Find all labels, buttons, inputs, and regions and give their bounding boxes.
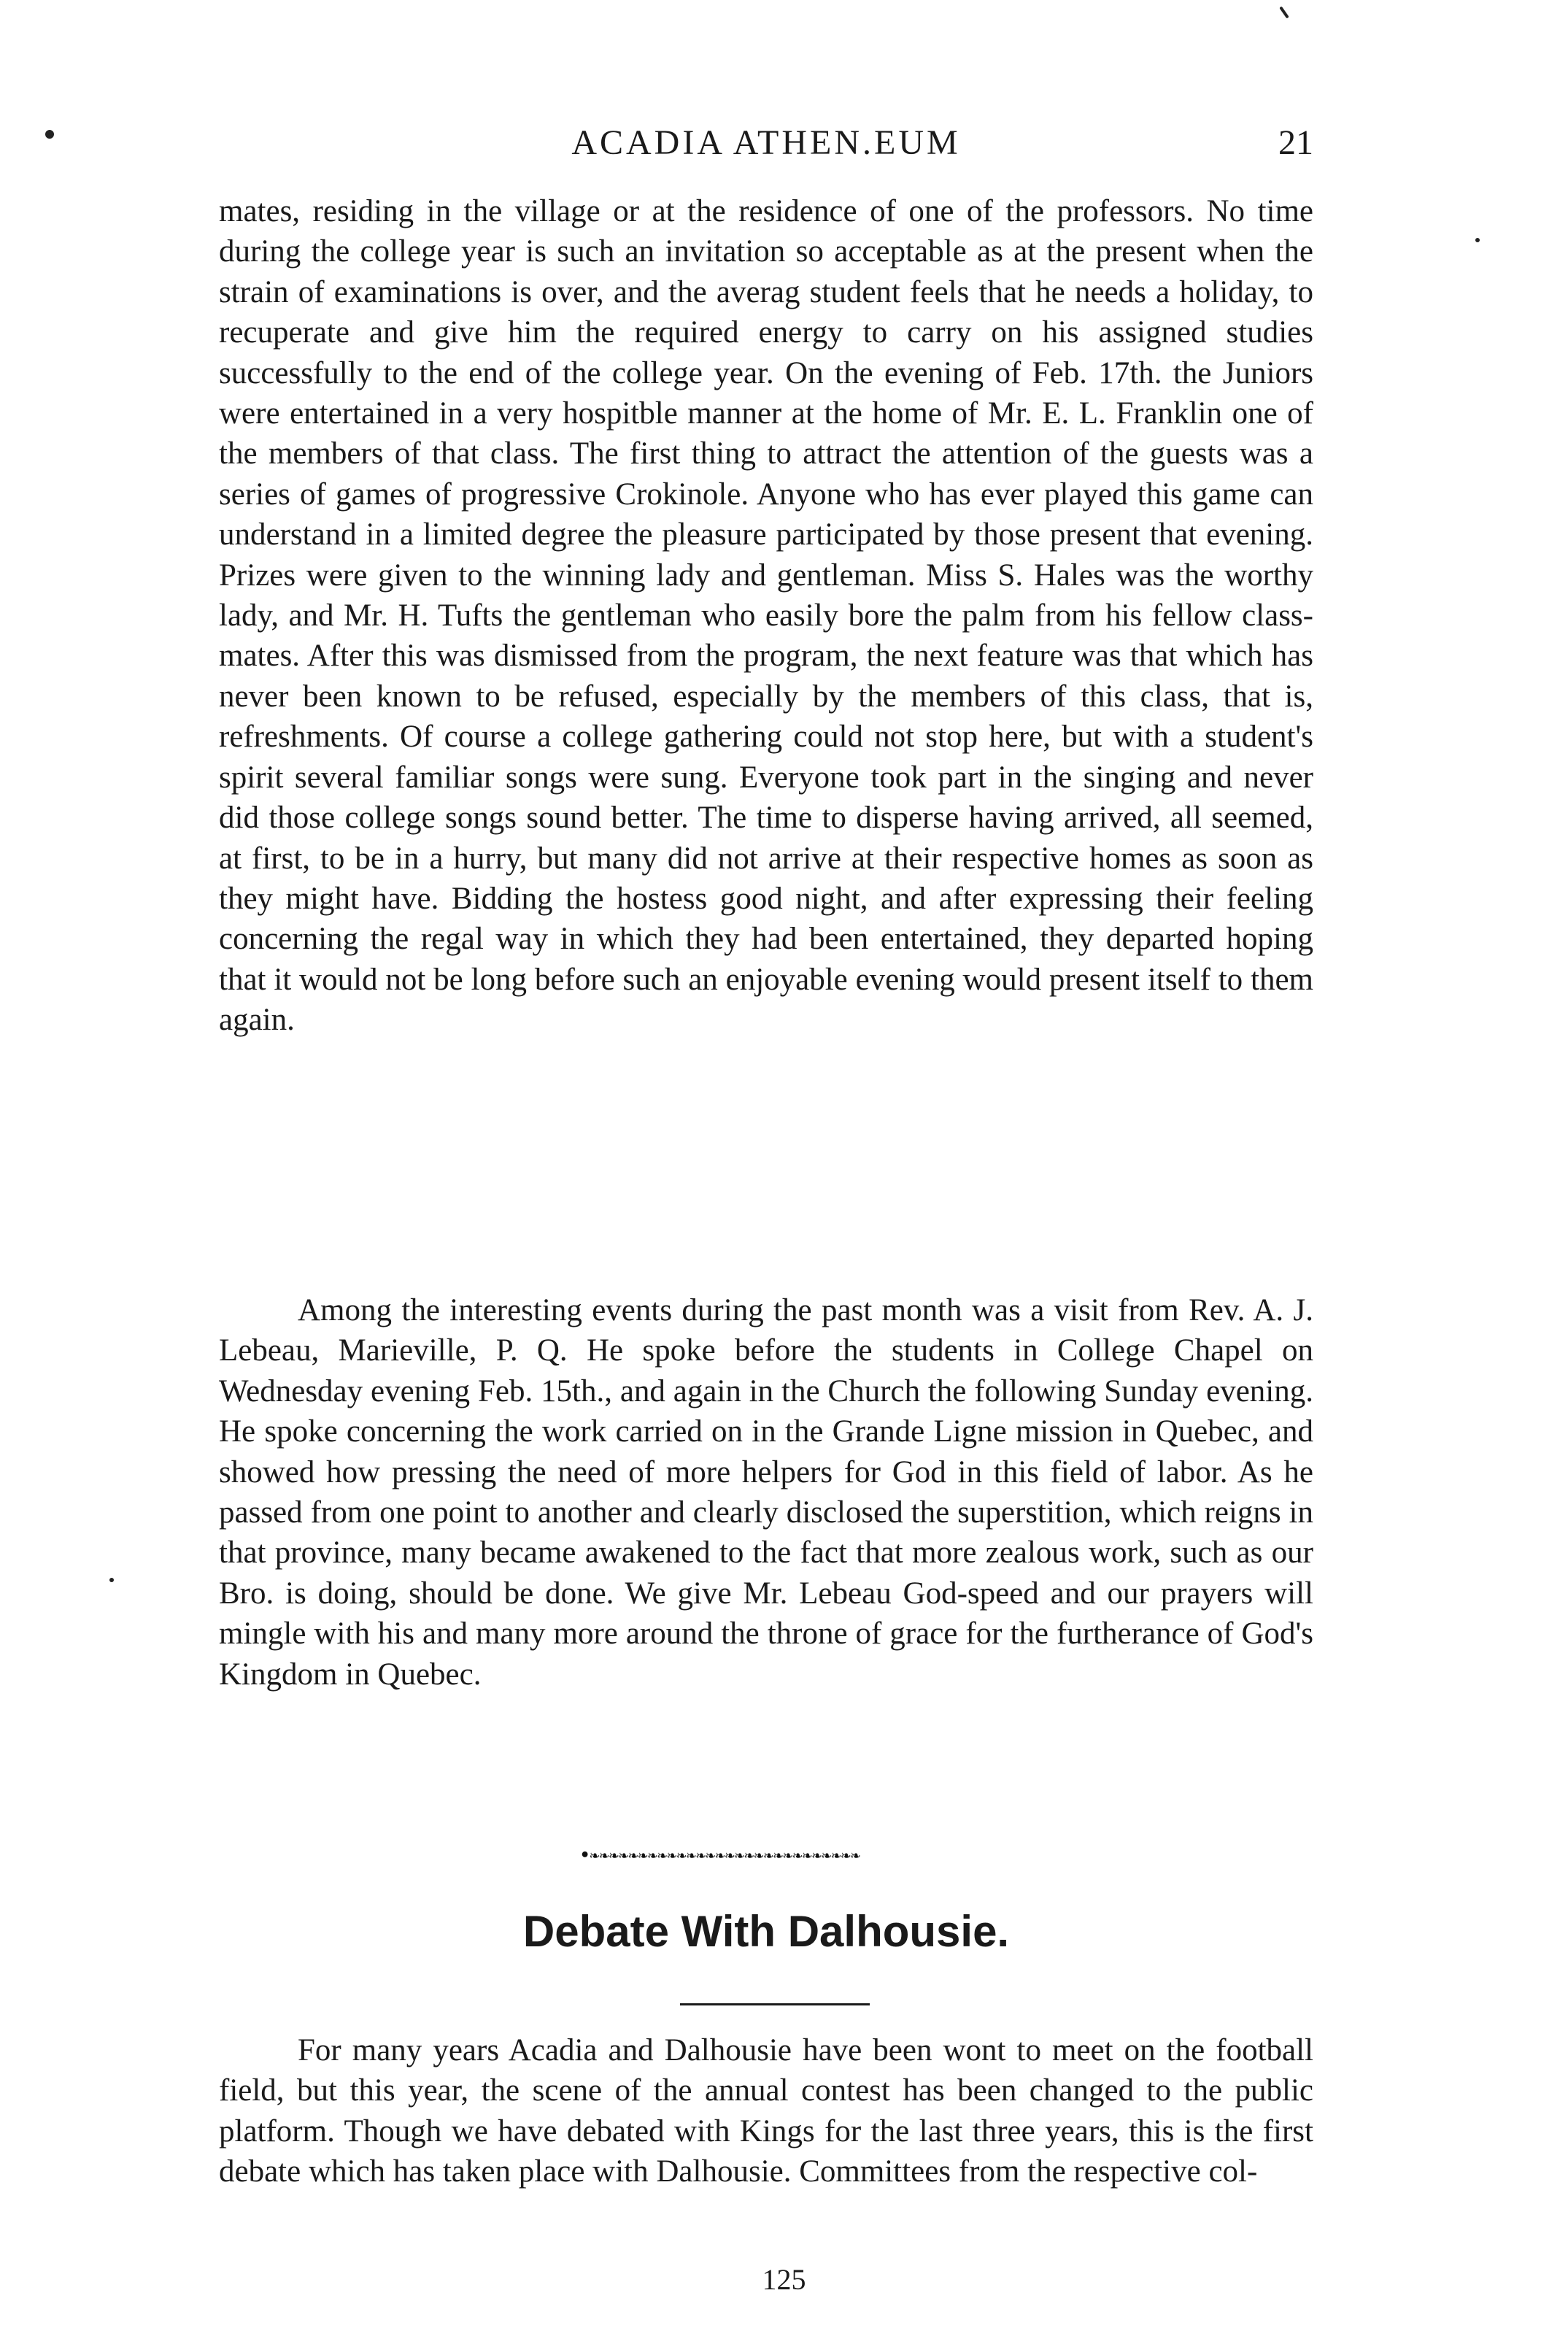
running-title: ACADIA ATHEN.EUM bbox=[571, 123, 961, 162]
page-header bbox=[219, 123, 1313, 174]
heading-underline-rule bbox=[680, 2003, 870, 2005]
paragraph-text: Among the interesting events during the past month was a visit from Rev. A. J. Lebeau, Marieville, P. Q. He spoke before the students in College Chapel on Wednesday evening Feb. 15th., and again in the Church the following Sunday evening. He spoke concerning the work carried on in the Grande Ligne mission in Quebec, and showed how pressing the need of more helpers for God in this field of labor. As he passed from one point to another and clearly disclosed the superstition, which reigns in that province, many became awakened to the fact that more zealous work, such as our Bro. is doing, should be done. We give Mr. Lebeau God-speed and our prayers will mingle with his and many more around the throne of grace for the furtherance of God's Kingdom in Quebec. bbox=[219, 1293, 1313, 1692]
paragraph-debate-intro bbox=[219, 2030, 1313, 2192]
paragraph-text: For many years Acadia and Dalhousie have been wont to meet on the football field, but this year, the scene of the annual contest has been changed to the public platform. Though we have debated with Kings for the last three years, this is the first debate which has taken place with Dalhousie. Committees from the respective col- bbox=[219, 2033, 1313, 2189]
section-ornament-divider: •❧❧❧❧❧❧❧❧❧❧❧❧❧❧❧❧❧❧❧❧❧❧❧❧❧❧❧❧ bbox=[580, 1846, 861, 1861]
scan-speck-right-margin bbox=[1475, 238, 1480, 242]
scan-speck-top-left bbox=[45, 130, 54, 139]
paragraph-juniors-evening bbox=[219, 191, 1313, 1041]
header-page-number: 21 bbox=[1278, 123, 1313, 162]
section-heading: Debate With Dalhousie. bbox=[522, 1907, 1010, 1956]
paragraph-lebeau-visit bbox=[219, 1290, 1313, 1695]
scan-speck-left-margin bbox=[109, 1578, 114, 1582]
paragraph-text: mates, residing in the village or at the residence of one of the professors. No time during the college year is such an invitation so acceptable as at the present when the strain of examinations is over, and the averag student feels that he needs a holiday, to recuperate and give him the required energy to carry on his assigned studies successfully to the end of the college year. On the evening of Feb. 17th. the Juniors were entertained in a very hospitble manner at the home of Mr. E. L. Franklin one of the members of that class. The first thing to attract the attention of the guests was a series of games of progressive Crokinole. Anyone who has ever played this game can understand in a limited degree the pleasure participated by those present that evening. Prizes were given to the winning lady and gentleman. Miss S. Hales was the worthy lady, and Mr. H. Tufts the gentleman who easily bore the palm from his fellow class-mates. After this was dismissed from the program, the next feature was that which has never been known to be refused, especially by the members of this class, that is, refreshments. Of course a college gathering could not stop here, but with a student's spirit several familiar songs were sung. Everyone took part in the singing and never did those college songs sound better. The time to disperse having arrived, all seemed, at first, to be in a hurry, but many did not arrive at their respective homes as soon as they might have. Bidding the hostess good night, and after expressing their feeling concerning the regal way in which they had been entertained, they departed hoping that it would not be long before such an enjoyable evening would present itself to them again. bbox=[219, 194, 1313, 1038]
footer-page-number: 125 bbox=[762, 2263, 806, 2296]
scan-speck-top-right bbox=[1279, 6, 1289, 18]
